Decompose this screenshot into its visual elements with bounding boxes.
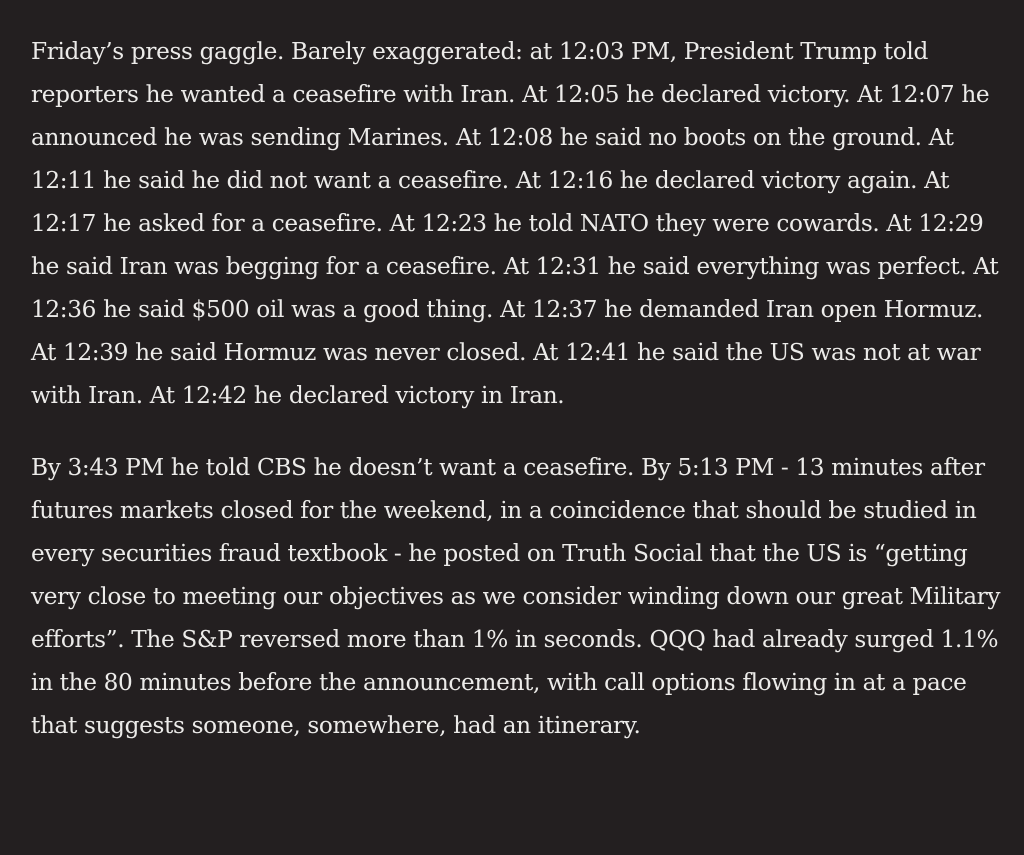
- paragraph-press-gaggle: Friday’s press gaggle. Barely exaggerated: at 12:03 PM, President Trump told reporters he wanted a ceasefire with Iran. At 12:05 he declared victory. At 12:07 he announced he was sending Marines. At 12:08 he said no boots on the ground. At 12:11 he said he did not want a ceasefire. At 12:16 he declared victory again. At 12:17 he asked for a ceasefire. At 12:23 he told NATO they were cowards. At 12:29 he said Iran was begging for a ceasefire. At 12:31 he said everything was perfect. At 12:36 he said $500 oil was a good thing. At 12:37 he demanded Iran open Hormuz. At 12:39 he said Hormuz was never closed. At 12:41 he said the US was not at war with Iran. At 12:42 he declared victory in Iran.: [31, 38, 999, 409]
- article-body: [31, 30, 1003, 747]
- paragraph-market-reaction: By 3:43 PM he told CBS he doesn’t want a ceasefire. By 5:13 PM - 13 minutes after futures markets closed for the weekend, in a coincidence that should be studied in every securities fraud textbook - he posted on Truth Social that the US is “getting very close to meeting our objectives as we consider winding down our great Military efforts”. The S&P reversed more than 1% in seconds. QQQ had already surged 1.1% in the 80 minutes before the announcement, with call options flowing in at a pace that suggests someone, somewhere, had an itinerary.: [31, 454, 1001, 739]
